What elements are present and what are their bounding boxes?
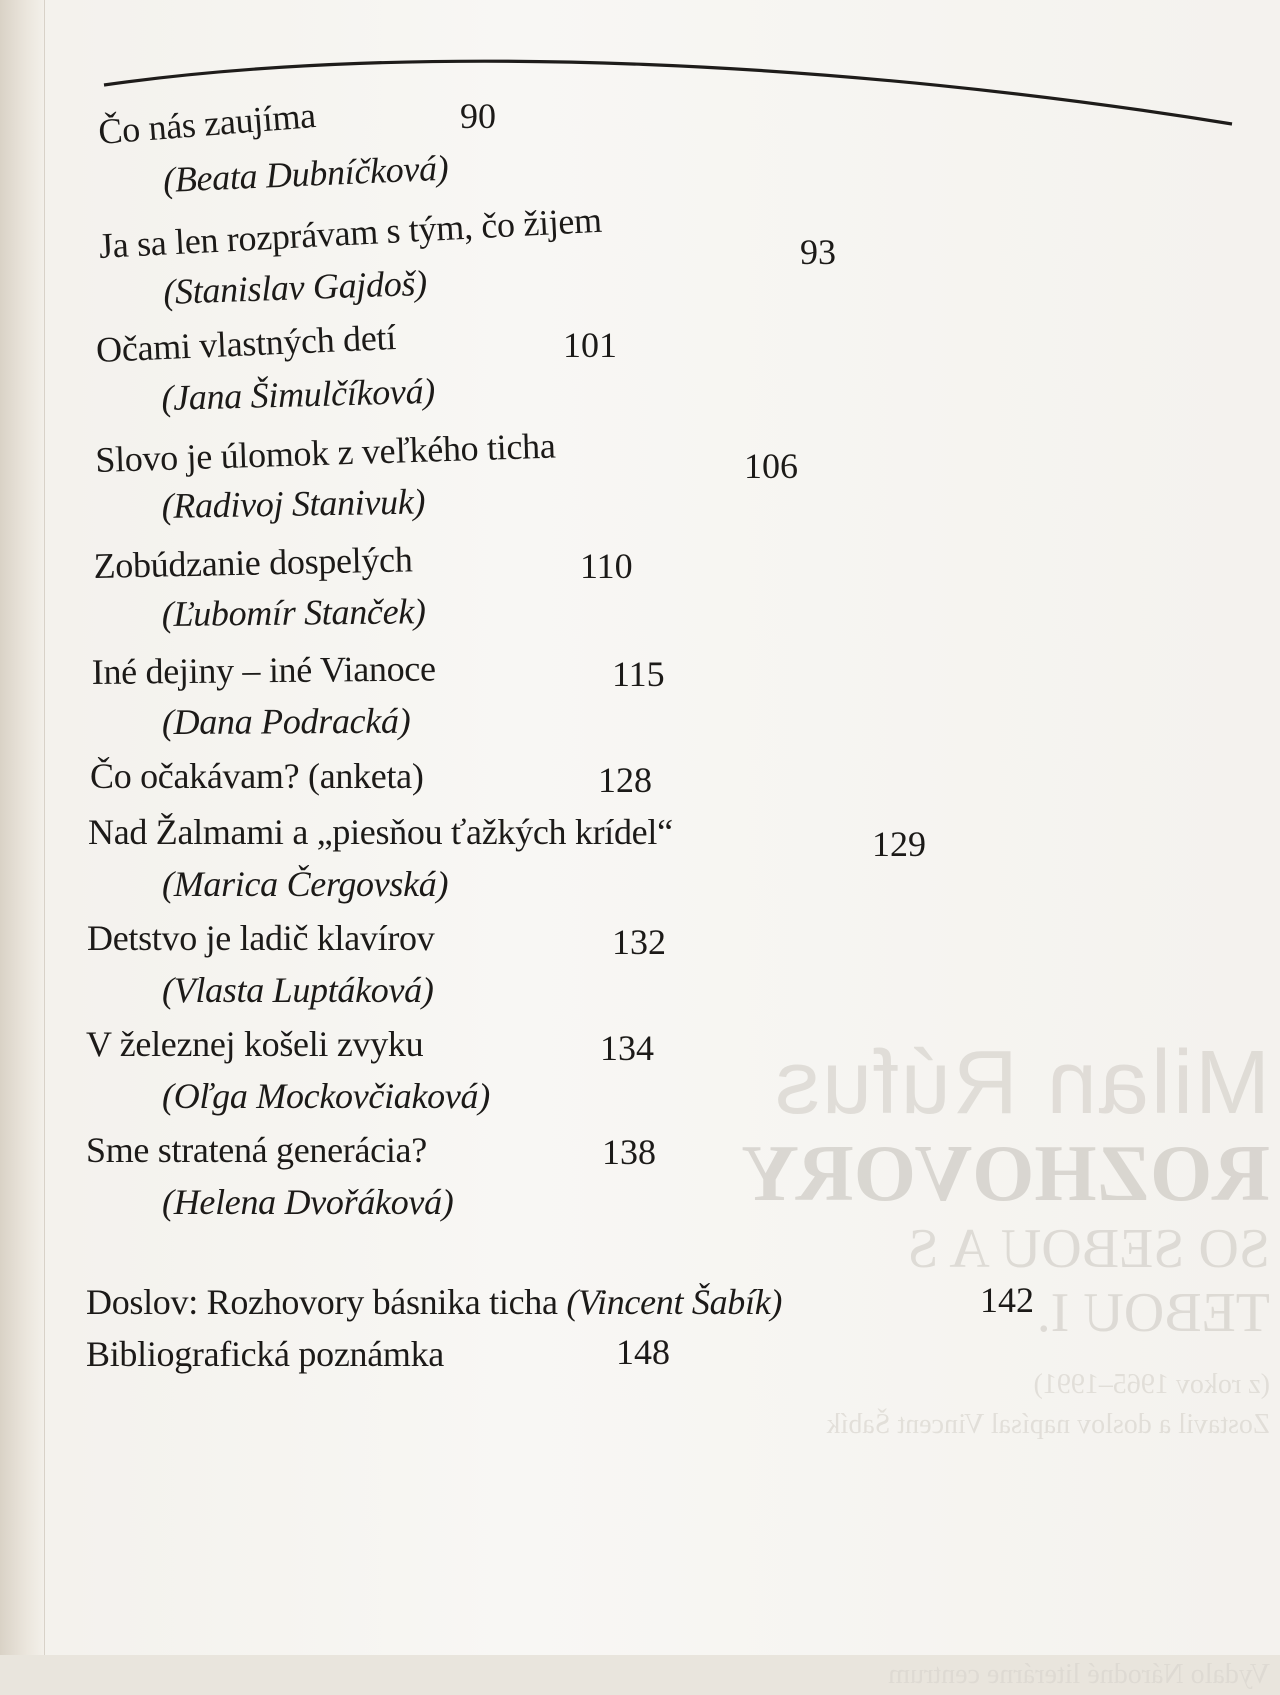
toc-entry-page: 134	[600, 1028, 654, 1068]
toc-entry-author: (Oľga Mockovčiaková)	[162, 1076, 490, 1116]
toc-entry-page: 138	[602, 1132, 656, 1172]
toc-entry-author: (Vlasta Luptáková)	[162, 970, 434, 1010]
toc-entry-page: 132	[612, 922, 666, 962]
toc-entry-title: Zobúdzanie dospelých	[93, 539, 413, 586]
toc-entry-title: Slovo je úlomok z veľkého ticha	[94, 425, 557, 480]
afterword-title-text: Doslov: Rozhovory básnika ticha	[86, 1282, 558, 1322]
show-through-subtitle: SO SEBOU A S TEBOU I.	[907, 1218, 1270, 1344]
toc-entry-author: (Helena Dvořáková)	[162, 1182, 454, 1222]
toc-entry-title: Iné dejiny – iné Vianoce	[91, 648, 436, 692]
toc-entry-author: (Beata Dubníčková)	[162, 147, 450, 200]
toc-entry-title: Detstvo je ladič klavírov	[87, 918, 435, 958]
show-through-editor: Zostavil a doslov napísal Vincent Šabík	[826, 1409, 1270, 1440]
toc-entry-author: (Marica Čergovská)	[162, 864, 449, 904]
toc-entry-page: 128	[598, 760, 652, 800]
toc-entry-title: V železnej košeli zvyku	[86, 1024, 424, 1064]
toc-entry-title: Očami vlastných detí	[95, 316, 397, 370]
afterword-title	[86, 1282, 782, 1322]
toc-entry-page: 106	[744, 446, 798, 486]
toc-entry-page: 101	[563, 325, 617, 365]
bibliography-page: 148	[616, 1332, 670, 1372]
show-through-publisher: Vydalo Národné literárne centrum	[888, 1659, 1270, 1690]
toc-entry-page: 115	[612, 654, 665, 694]
toc-entry-author: (Ľubomír Stanček)	[161, 591, 426, 634]
toc-entry-page: 110	[580, 546, 633, 586]
toc-entry-author: (Jana Šimulčíková)	[160, 370, 436, 418]
toc-entry-title: Ja sa len rozprávam s tým, čo žijem	[97, 199, 603, 266]
afterword-author: (Vincent Šabík)	[566, 1282, 783, 1322]
toc-entry-author: (Dana Podracká)	[161, 700, 411, 742]
bibliography-title: Bibliografická poznámka	[86, 1334, 444, 1374]
toc-entry-title: Čo očakávam? (anketa)	[90, 756, 424, 796]
toc-entry-page: 93	[800, 232, 836, 272]
show-through-title: ROZHOVORY	[741, 1130, 1270, 1218]
toc-entry-page: 90	[460, 96, 496, 136]
show-through-author: Milan Rúfus	[772, 1033, 1270, 1133]
toc-entry-title: Nad Žalmami a „piesňou ťažkých krídel“	[88, 812, 673, 852]
afterword-page: 142	[980, 1280, 1034, 1320]
toc-entry-author: (Stanislav Gajdoš)	[162, 262, 428, 312]
toc-entry-title: Čo nás zaujíma	[96, 95, 318, 152]
show-through-years: (z rokov 1965–1991)	[1033, 1369, 1270, 1400]
toc-entry-author: (Radivoj Stanivuk)	[161, 481, 426, 526]
toc-entry-page: 129	[872, 824, 926, 864]
toc-entry-title: Sme stratená generácia?	[86, 1130, 427, 1170]
